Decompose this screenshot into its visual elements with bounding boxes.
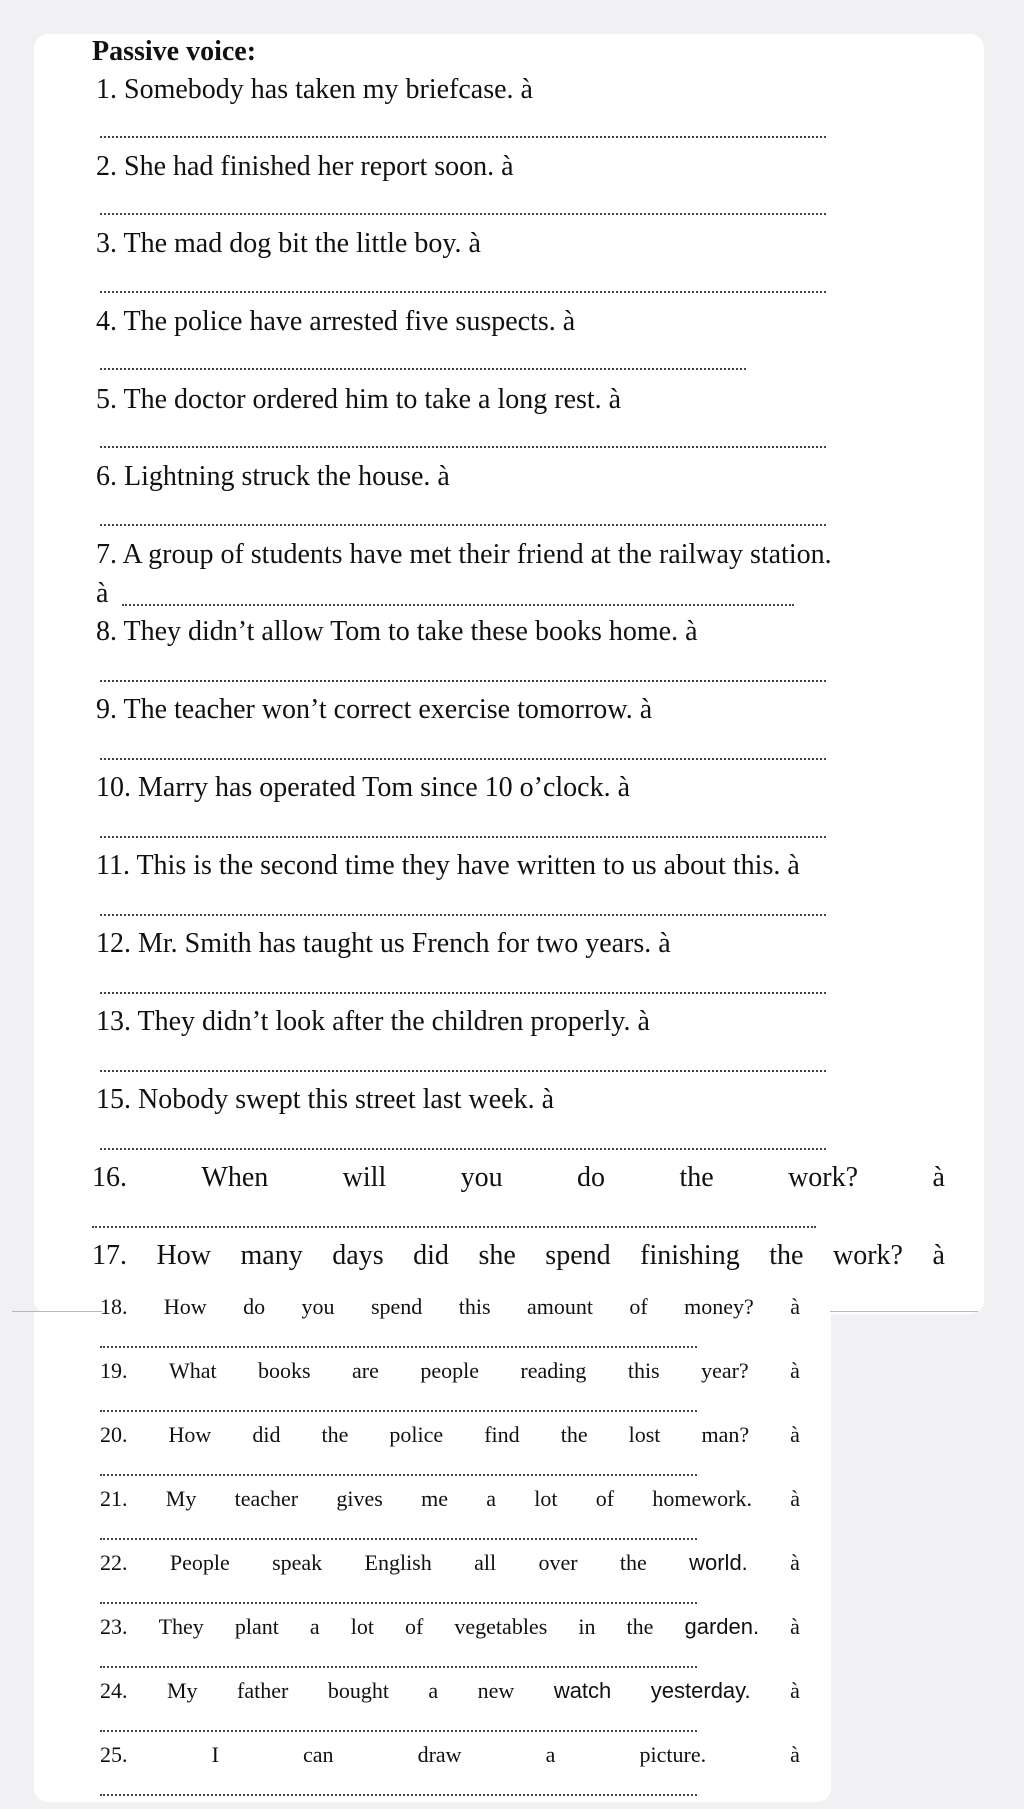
answer-line[interactable] (100, 213, 826, 215)
answer-line[interactable] (100, 1730, 697, 1732)
word: 20. (100, 1422, 128, 1447)
answer-line[interactable] (100, 680, 826, 682)
exercise-item: 2. She had finished her report soon. à (96, 151, 514, 182)
word: 23. (100, 1614, 128, 1639)
word: books (258, 1358, 311, 1383)
word: the (769, 1240, 804, 1271)
word: picture. (639, 1742, 707, 1767)
word: à (790, 1614, 800, 1639)
answer-arrow: à (96, 578, 109, 609)
answer-line[interactable] (100, 1410, 697, 1412)
word: did (252, 1422, 281, 1447)
answer-line[interactable] (100, 1474, 697, 1476)
word: lot (534, 1486, 558, 1511)
answer-line[interactable] (100, 136, 826, 138)
word: world. (689, 1550, 748, 1575)
word: watch (553, 1678, 612, 1703)
answer-line[interactable] (100, 524, 826, 526)
answer-line[interactable] (100, 1148, 826, 1150)
exercise-item: 11. This is the second time they have written to us about this. à (96, 850, 800, 881)
answer-line[interactable] (100, 992, 826, 994)
word: the (619, 1550, 647, 1575)
answer-line[interactable] (100, 1346, 697, 1348)
word: 21. (100, 1486, 128, 1511)
exercise-item: 9. The teacher won’t correct exercise tomorrow. à (96, 694, 653, 725)
answer-line[interactable] (92, 1226, 816, 1228)
worksheet-page (34, 34, 984, 1314)
word: My (165, 1486, 197, 1511)
answer-line[interactable] (100, 446, 826, 448)
word: did (413, 1240, 449, 1271)
word: you (460, 1162, 503, 1193)
word: 16. (92, 1162, 127, 1193)
word: money? (684, 1294, 754, 1319)
word: lost (628, 1422, 661, 1447)
exercise-item-18 (100, 1294, 800, 1320)
word: à (790, 1550, 800, 1575)
word: reading (520, 1358, 587, 1383)
word: a (486, 1486, 496, 1511)
word: I (211, 1742, 219, 1767)
word: à (790, 1678, 800, 1703)
word: a (309, 1614, 320, 1639)
exercise-item: 10. Marry has operated Tom since 10 o’clock. à (96, 772, 631, 803)
word: work? (788, 1162, 859, 1193)
answer-line[interactable] (100, 914, 826, 916)
word: spend (545, 1240, 611, 1271)
word: me (421, 1486, 448, 1511)
answer-line[interactable] (122, 604, 794, 606)
exercise-item: 13. They didn’t look after the children properly. à (96, 1006, 650, 1037)
exercise-item-25 (100, 1742, 800, 1768)
exercise-item-16 (92, 1162, 945, 1194)
word: year? (701, 1358, 749, 1383)
word: How (156, 1240, 211, 1271)
word: can (302, 1742, 334, 1767)
exercise-item: 12. Mr. Smith has taught us French for two years. à (96, 928, 671, 959)
word: garden. (684, 1614, 760, 1639)
word: days (332, 1240, 384, 1271)
exercise-item-20 (100, 1422, 800, 1448)
word: bought (327, 1678, 389, 1703)
word: gives (336, 1486, 383, 1511)
word: amount (526, 1294, 593, 1319)
word: over (538, 1550, 578, 1575)
word: are (352, 1358, 379, 1383)
exercise-item-24 (100, 1678, 800, 1704)
word: a (545, 1742, 556, 1767)
word: draw (417, 1742, 462, 1767)
word: vegetables (454, 1614, 548, 1639)
word: My (166, 1678, 198, 1703)
word: in (578, 1614, 596, 1639)
word: English (364, 1550, 432, 1575)
word: 22. (100, 1550, 128, 1575)
word: find (484, 1422, 520, 1447)
answer-line[interactable] (100, 1794, 697, 1796)
word: do (243, 1294, 266, 1319)
answer-line[interactable] (100, 836, 826, 838)
answer-line[interactable] (100, 1602, 697, 1604)
word: People (169, 1550, 230, 1575)
word: How (168, 1422, 212, 1447)
word: How (163, 1294, 207, 1319)
exercise-item-15: 15. Nobody swept this street last week. à (96, 1084, 555, 1115)
exercise-item-23 (100, 1614, 800, 1640)
word: lot (350, 1614, 374, 1639)
word: homework. (652, 1486, 752, 1511)
exercise-item: 1. Somebody has taken my briefcase. à (96, 74, 533, 105)
answer-line[interactable] (100, 1538, 697, 1540)
word: à (790, 1358, 800, 1383)
exercise-item: 4. The police have arrested five suspects. à (96, 306, 576, 337)
word: new (477, 1678, 515, 1703)
word: 18. (100, 1294, 128, 1319)
word: What (168, 1358, 217, 1383)
word: à (932, 1240, 945, 1271)
word: you (301, 1294, 335, 1319)
word: 19. (100, 1358, 128, 1383)
divider-line-right (830, 1311, 978, 1312)
word: When (201, 1162, 269, 1193)
word: of (595, 1486, 615, 1511)
word: the (679, 1162, 714, 1193)
word: people (420, 1358, 479, 1383)
word: work? (833, 1240, 903, 1271)
word: the (626, 1614, 654, 1639)
word: do (577, 1162, 606, 1193)
word: They (158, 1614, 204, 1639)
exercise-item-22 (100, 1550, 800, 1576)
exercise-item: 5. The doctor ordered him to take a long rest. à (96, 384, 622, 415)
word: father (237, 1678, 289, 1703)
exercise-item-19 (100, 1358, 800, 1384)
word: à (790, 1486, 800, 1511)
word: of (629, 1294, 648, 1319)
word: a (428, 1678, 439, 1703)
exercise-item: 6. Lightning struck the house. à (96, 461, 450, 492)
word: all (474, 1550, 497, 1575)
answer-line[interactable] (100, 291, 826, 293)
word: she (478, 1240, 516, 1271)
exercise-item: 8. They didn’t allow Tom to take these books home. à (96, 616, 698, 647)
word: this (627, 1358, 660, 1383)
answer-line[interactable] (100, 758, 826, 760)
answer-line[interactable] (100, 368, 746, 370)
exercise-item-21 (100, 1486, 800, 1512)
exercise-item: 3. The mad dog bit the little boy. à (96, 228, 481, 259)
word: 25. (100, 1742, 128, 1767)
answer-line[interactable] (100, 1070, 826, 1072)
word: spend (370, 1294, 423, 1319)
word: speak (272, 1550, 323, 1575)
word: à (790, 1422, 800, 1447)
word: plant (234, 1614, 279, 1639)
word: police (389, 1422, 444, 1447)
word: of (405, 1614, 424, 1639)
word: yesterday. (650, 1678, 751, 1703)
word: 24. (100, 1678, 128, 1703)
divider-line-left (12, 1311, 102, 1312)
exercise-item: 7. A group of students have met their friend at the railway station. (96, 539, 832, 570)
word: finishing (640, 1240, 740, 1271)
word: this (458, 1294, 491, 1319)
word: à (790, 1294, 800, 1319)
word: the (560, 1422, 588, 1447)
word: à (932, 1162, 945, 1193)
page-title: Passive voice: (92, 36, 257, 67)
word: man? (701, 1422, 750, 1447)
exercise-item-17 (92, 1240, 945, 1272)
word: à (790, 1742, 800, 1767)
word: teacher (234, 1486, 299, 1511)
word: 17. (92, 1240, 127, 1271)
word: many (240, 1240, 303, 1271)
answer-line[interactable] (100, 1666, 697, 1668)
word: will (342, 1162, 387, 1193)
word: the (321, 1422, 349, 1447)
